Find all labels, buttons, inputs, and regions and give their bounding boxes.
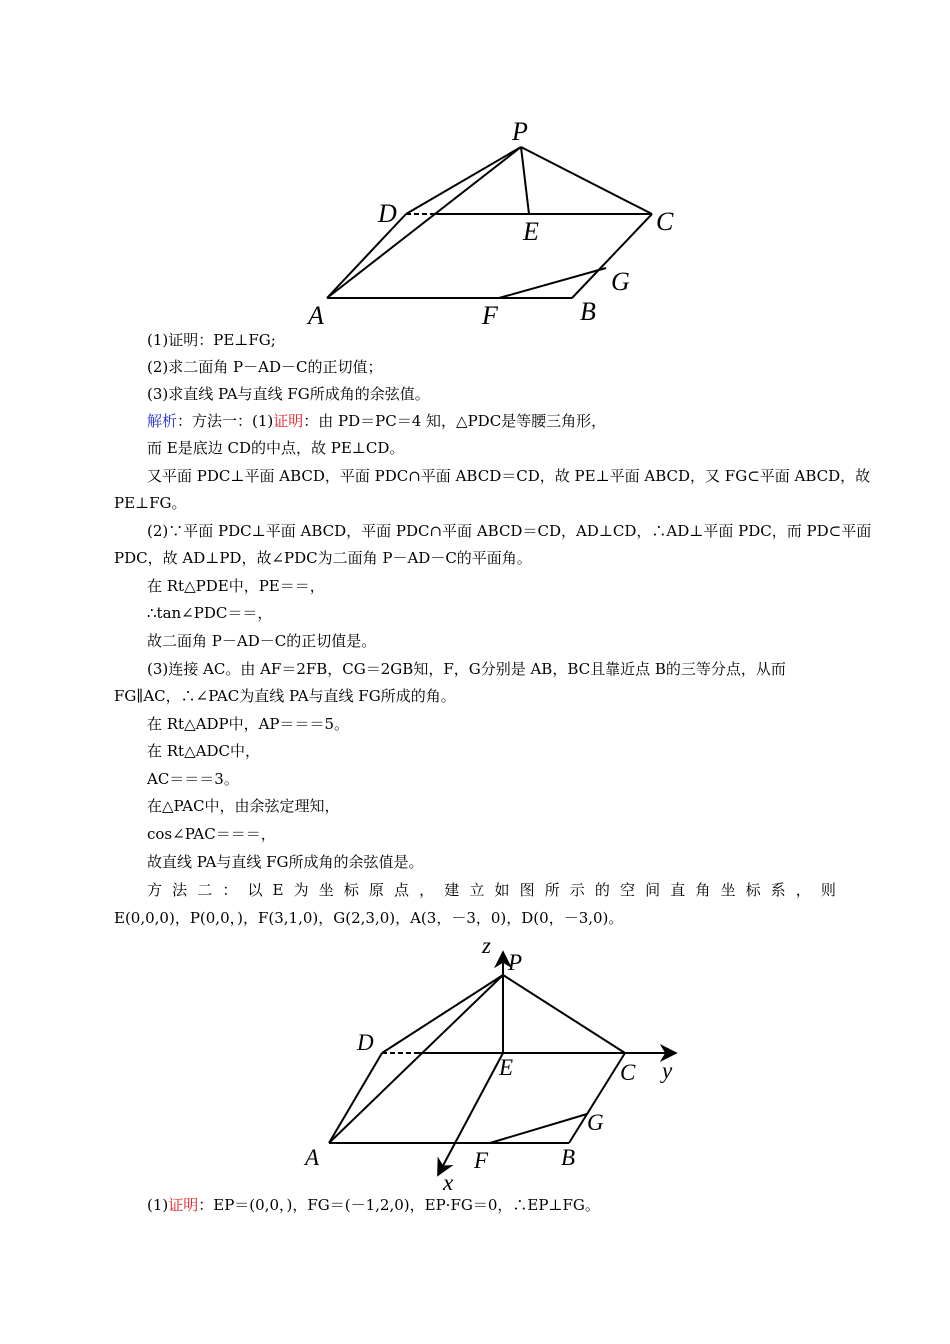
solution-line-17: 故直线 PA与直线 FG所成角的余弦值是。 <box>147 853 424 871</box>
solution-line-20: (1)证明：EP＝(0,0，)，FG＝(－1,2,0)，EP·FG＝0，∴EP⊥FG。 <box>147 1196 600 1214</box>
label-B: B <box>580 297 596 326</box>
label-F: F <box>482 301 498 330</box>
solution-line-3: 又平面 PDC⊥平面 ABCD，平面 PDC∩平面 ABCD＝CD，故 PE⊥平面 ABCD，又 FG⊂平面 ABCD，故 <box>147 467 871 485</box>
solution-line-7: 在 Rt△PDE中，PE＝＝， <box>147 577 325 595</box>
label-x: x <box>443 1170 454 1195</box>
label-z: z <box>482 935 491 958</box>
label-y: y <box>662 1058 673 1083</box>
edge-PD <box>406 147 521 214</box>
solution-line-10: (3)连接 AC。由 AF＝2FB，CG＝2GB知，F，G分别是 AB，BC且靠近点 B的三等分点，从而 <box>147 660 786 678</box>
label-D: D <box>357 1030 374 1055</box>
solution-line-16: cos∠PAC＝＝＝， <box>147 825 276 843</box>
solution-line-6: PDC，故 AD⊥PD，故∠PDC为二面角 P－AD－C的平面角。 <box>114 549 532 567</box>
x-axis <box>438 1053 503 1175</box>
label-E: E <box>523 217 539 246</box>
solution-line-5: (2)∵平面 PDC⊥平面 ABCD，平面 PDC∩平面 ABCD＝CD，AD⊥CD，∴AD⊥平面 PDC，而 PD⊂平面 <box>147 522 872 540</box>
question-2: (2)求二面角 P－AD－C的正切值； <box>147 358 383 376</box>
edge-PA <box>329 975 503 1143</box>
solution-line-11: FG∥AC，∴∠PAC为直线 PA与直线 FG所成的角。 <box>114 687 456 705</box>
solution-line-19: E(0,0,0)，P(0,0，)，F(3,1,0)，G(2,3,0)，A(3，－3，0)，D(0，－3,0)。 <box>114 909 624 927</box>
label-P: P <box>508 950 523 975</box>
label-G: G <box>611 267 630 296</box>
label-P: P <box>512 117 528 146</box>
edge-PC <box>503 975 625 1053</box>
solution-line-18: 方 法 二 ： 以 E 为 坐 标 原 点 ， 建 立 如 图 所 示 的 空 间 直 角 坐 标 系 ， 则 <box>147 881 836 899</box>
label-A: A <box>308 301 324 330</box>
solution-line-15: 在△PAC中，由余弦定理知， <box>147 797 340 815</box>
label-C: C <box>656 207 674 236</box>
edge-PD <box>382 975 503 1053</box>
solution-line-2: 而 E是底边 CD的中点，故 PE⊥CD。 <box>147 439 405 457</box>
label-C: C <box>620 1060 636 1085</box>
solution-line-12: 在 Rt△ADP中，AP＝＝＝5。 <box>147 715 350 733</box>
edge-PC <box>521 147 652 214</box>
solution-line-13: 在 Rt△ADC中， <box>147 742 260 760</box>
analysis-label: 解析 <box>147 412 178 430</box>
label-G: G <box>587 1110 604 1135</box>
label-B: B <box>561 1145 576 1170</box>
figure-pyramid <box>300 115 700 335</box>
label-D: D <box>378 199 397 228</box>
question-1: (1)证明：PE⊥FG; <box>147 331 276 349</box>
solution-line-8: ∴tan∠PDC＝＝， <box>147 604 273 622</box>
label-A: A <box>305 1145 320 1170</box>
proof-label: 证明 <box>273 412 304 430</box>
edge-PE <box>521 147 529 214</box>
proof-label-2: 证明 <box>168 1196 199 1214</box>
label-E: E <box>499 1055 514 1080</box>
solution-line-4: PE⊥FG。 <box>114 494 187 512</box>
edge-PA <box>327 147 521 298</box>
question-3: (3)求直线 PA与直线 FG所成角的余弦值。 <box>147 385 430 403</box>
figure-coordinate-system <box>290 935 690 1195</box>
edge-AD <box>329 1053 382 1143</box>
label-F: F <box>474 1148 489 1173</box>
solution-line-14: AC＝＝＝3。 <box>147 770 239 788</box>
solution-line-1: 解析：方法一：(1)证明：由 PD＝PC＝4 知，△PDC是等腰三角形， <box>147 412 607 430</box>
solution-line-9: 故二面角 P－AD－C的正切值是。 <box>147 632 377 650</box>
edge-FG <box>499 268 606 298</box>
